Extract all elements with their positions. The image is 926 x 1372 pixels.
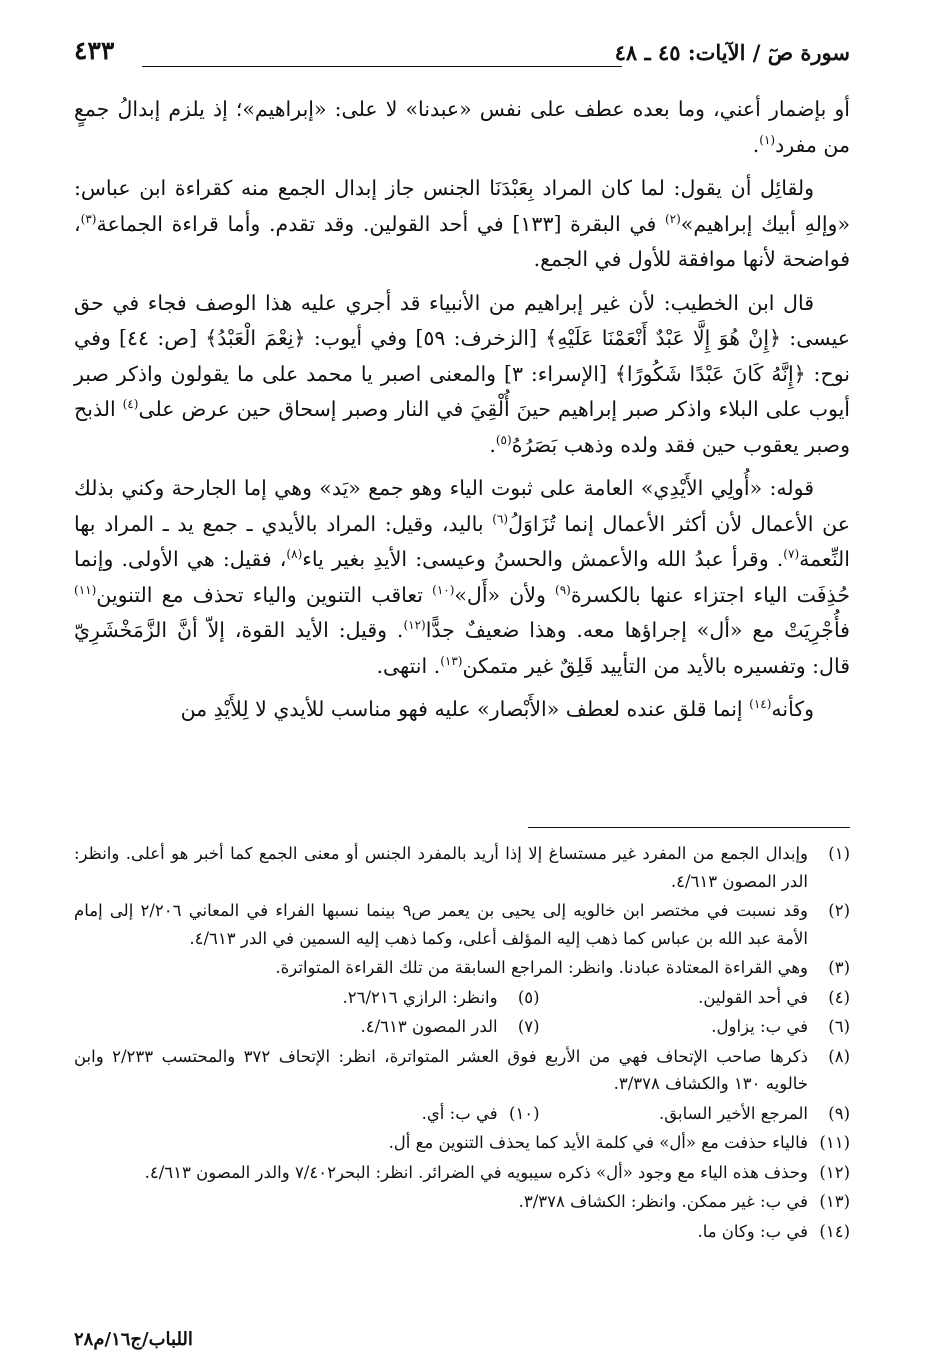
- running-title: سورة صٓ / الآيات: ٤٥ ـ ٤٨: [614, 40, 850, 65]
- footnote: (١٢) وحذف هذه الياء مع وجود «أل» ذكره سيبويه في الضرائر. انظر: البحر٧/٤٠٢ والدر المصون ٤/٦١٣.: [144, 1162, 850, 1182]
- footnotes: [74, 840, 850, 1247]
- footnote-pair: (٩) المرجع الأخير السابق. (١٠) في ب: أي.: [421, 1103, 850, 1123]
- paragraph: قوله: «أُولِي الأَيْدِي» العامة على ثبوت الياء وهو جمع «يَد» وهي إما الجارحة وكني بذلك عن الأعمال لأن أكثر الأعمال إنما تُزَاوَلُ$^{(٦)}$ باليد، وقيل: المراد بالأيدي ـ جمع يد ـ المراد بها النِّعمة$^{(٧)}$. وقرأ عبدُ الله والأعمش والحسنُ وعيسى: الأيدِ بغير ياء$^{(٨)}$، فقيل: هي الأولى. وإنما حُذِفَت الياء اجتزاء عنها بالكسرة$^{(٩)}$ ولأن «أَل»$^{(١٠)}$ تعاقب التنوين والياء تحذف مع التنوين$^{(١١)}$ فأُجْرِيَتْ مع «أل» إجراؤها معه. وهذا ضعيفٌ جدًّا$^{(١٢)}$. وقيل: الأيد القوة، إلاّ أنَّ الزَّمَخْشَرِيّ قال: وتفسيره بالأيد من التأييد قَلِقٌ غير متمكن$^{(١٣)}$. انتهى.: [74, 476, 850, 678]
- paragraph: أو بإضمار أعني، وما بعده عطف على نفس «عبدنا» لا على: «إبراهيم»؛ إذ يلزم إبدالُ جمعٍ من مفرد$^{(١)}$.: [74, 97, 850, 157]
- footnote-separator: [528, 827, 850, 828]
- paragraph: وكأنه$^{(١٤)}$ إنما قلق عنده لعطف «الأَبْصار» عليه فهو مناسب للأيدي لا لِلأَيْدِ من: [180, 697, 814, 721]
- footnote: (٨) ذكرها صاحب الإتحاف فهي من الأربع فوق العشر المتواترة، انظر: الإتحاف ٣٧٢ والمحتسب ٢/٢٣٣ وابن خالويه ١٣٠ والكشاف ٣/٣٧٨.: [74, 1046, 850, 1093]
- footnote: (٢) وقد نسبت في مختصر ابن خالويه إلى يحيى بن يعمر ص٩ بينما نسبها الفراء في المعاني ٢/٢٠٦ إلى إمام الأمة عبد الله بن عباس كما ذهب إليه المؤلف أعلى، وكما ذهب إليه السمين في الدر ٤/٦١٣.: [74, 901, 850, 948]
- footnote: (١١) فالياء حذفت مع «أل» في كلمة الأيد كما يحذف التنوين مع أل.: [388, 1133, 850, 1152]
- signature-mark: اللباب/ج١٦/م٢٨: [74, 1329, 193, 1350]
- footnote: (١٣) في ب: غير ممكن. وانظر: الكشاف ٣/٣٧٨.: [518, 1192, 850, 1211]
- paragraph: ولقائِل أن يقول: لما كان المراد بِعَبْدَنَا الجنس جاز إبدال الجمع منه كقراءة ابن عباس: «وإلهِ أبيك إبراهيم»$^{(٢)}$ في البقرة [١٣٣] في أحد القولين. وقد تقدم. وأما قراءة الجماعة$^{(٣)}$، فواضحة لأنها موافقة للأول في الجمع.: [74, 176, 850, 271]
- header-rule: [142, 66, 622, 67]
- paragraph: قال ابن الخطيب: لأن غير إبراهيم من الأنبياء قد أجري عليه هذا الوصف فجاء في حق عيسى: ﴿إِنْ هُوَ إِلَّا عَبْدٌ أَنْعَمْنَا عَلَيْهِ﴾ [الزخرف: ٥٩] وفي أيوب: ﴿نِعْمَ الْعَبْدُ﴾ [ص: ٤٤] وفي نوح: ﴿إِنَّهُ كَانَ عَبْدًا شَكُورًا﴾ [الإسراء: ٣] والمعنى اصبر يا محمد على ما يقولون واذكر صبر أيوب على البلاء واذكر صبر إبراهيم حينَ أُلْقِيَ في النار وصبر إسحاق حين عرض على$^{(٤)}$ الذبح وصبر يعقوب حين فقد ولده وذهب بَصَرُهُ$^{(٥)}$.: [74, 290, 850, 457]
- footnote: (٣) وهي القراءة المعتادة عبادنا. وانظر: المراجع السابقة من تلك القراءة المتواترة.: [275, 958, 850, 977]
- book-page: [74, 36, 850, 1350]
- page-header: [74, 36, 850, 86]
- footnote: (١٤) في ب: وكان ما.: [697, 1221, 850, 1241]
- page-number: ٤٣٣: [74, 36, 115, 65]
- main-text: [74, 92, 850, 736]
- footnote-pair: (٦) في ب: يزاول. (٧) الدر المصون ٤/٦١٣.: [360, 1017, 850, 1036]
- footnote-pair: (٤) في أحد القولين. (٥) وانظر: الرازي ٢٦/٢١٦.: [342, 987, 850, 1007]
- footnote: (١) وإبدال الجمع من المفرد غير مستساغ إلا إذا أريد بالمفرد الجنس أو معنى الجمع كما أخبر هو أعلى. وانظر: الدر المصون ٤/٦١٣.: [74, 844, 850, 891]
